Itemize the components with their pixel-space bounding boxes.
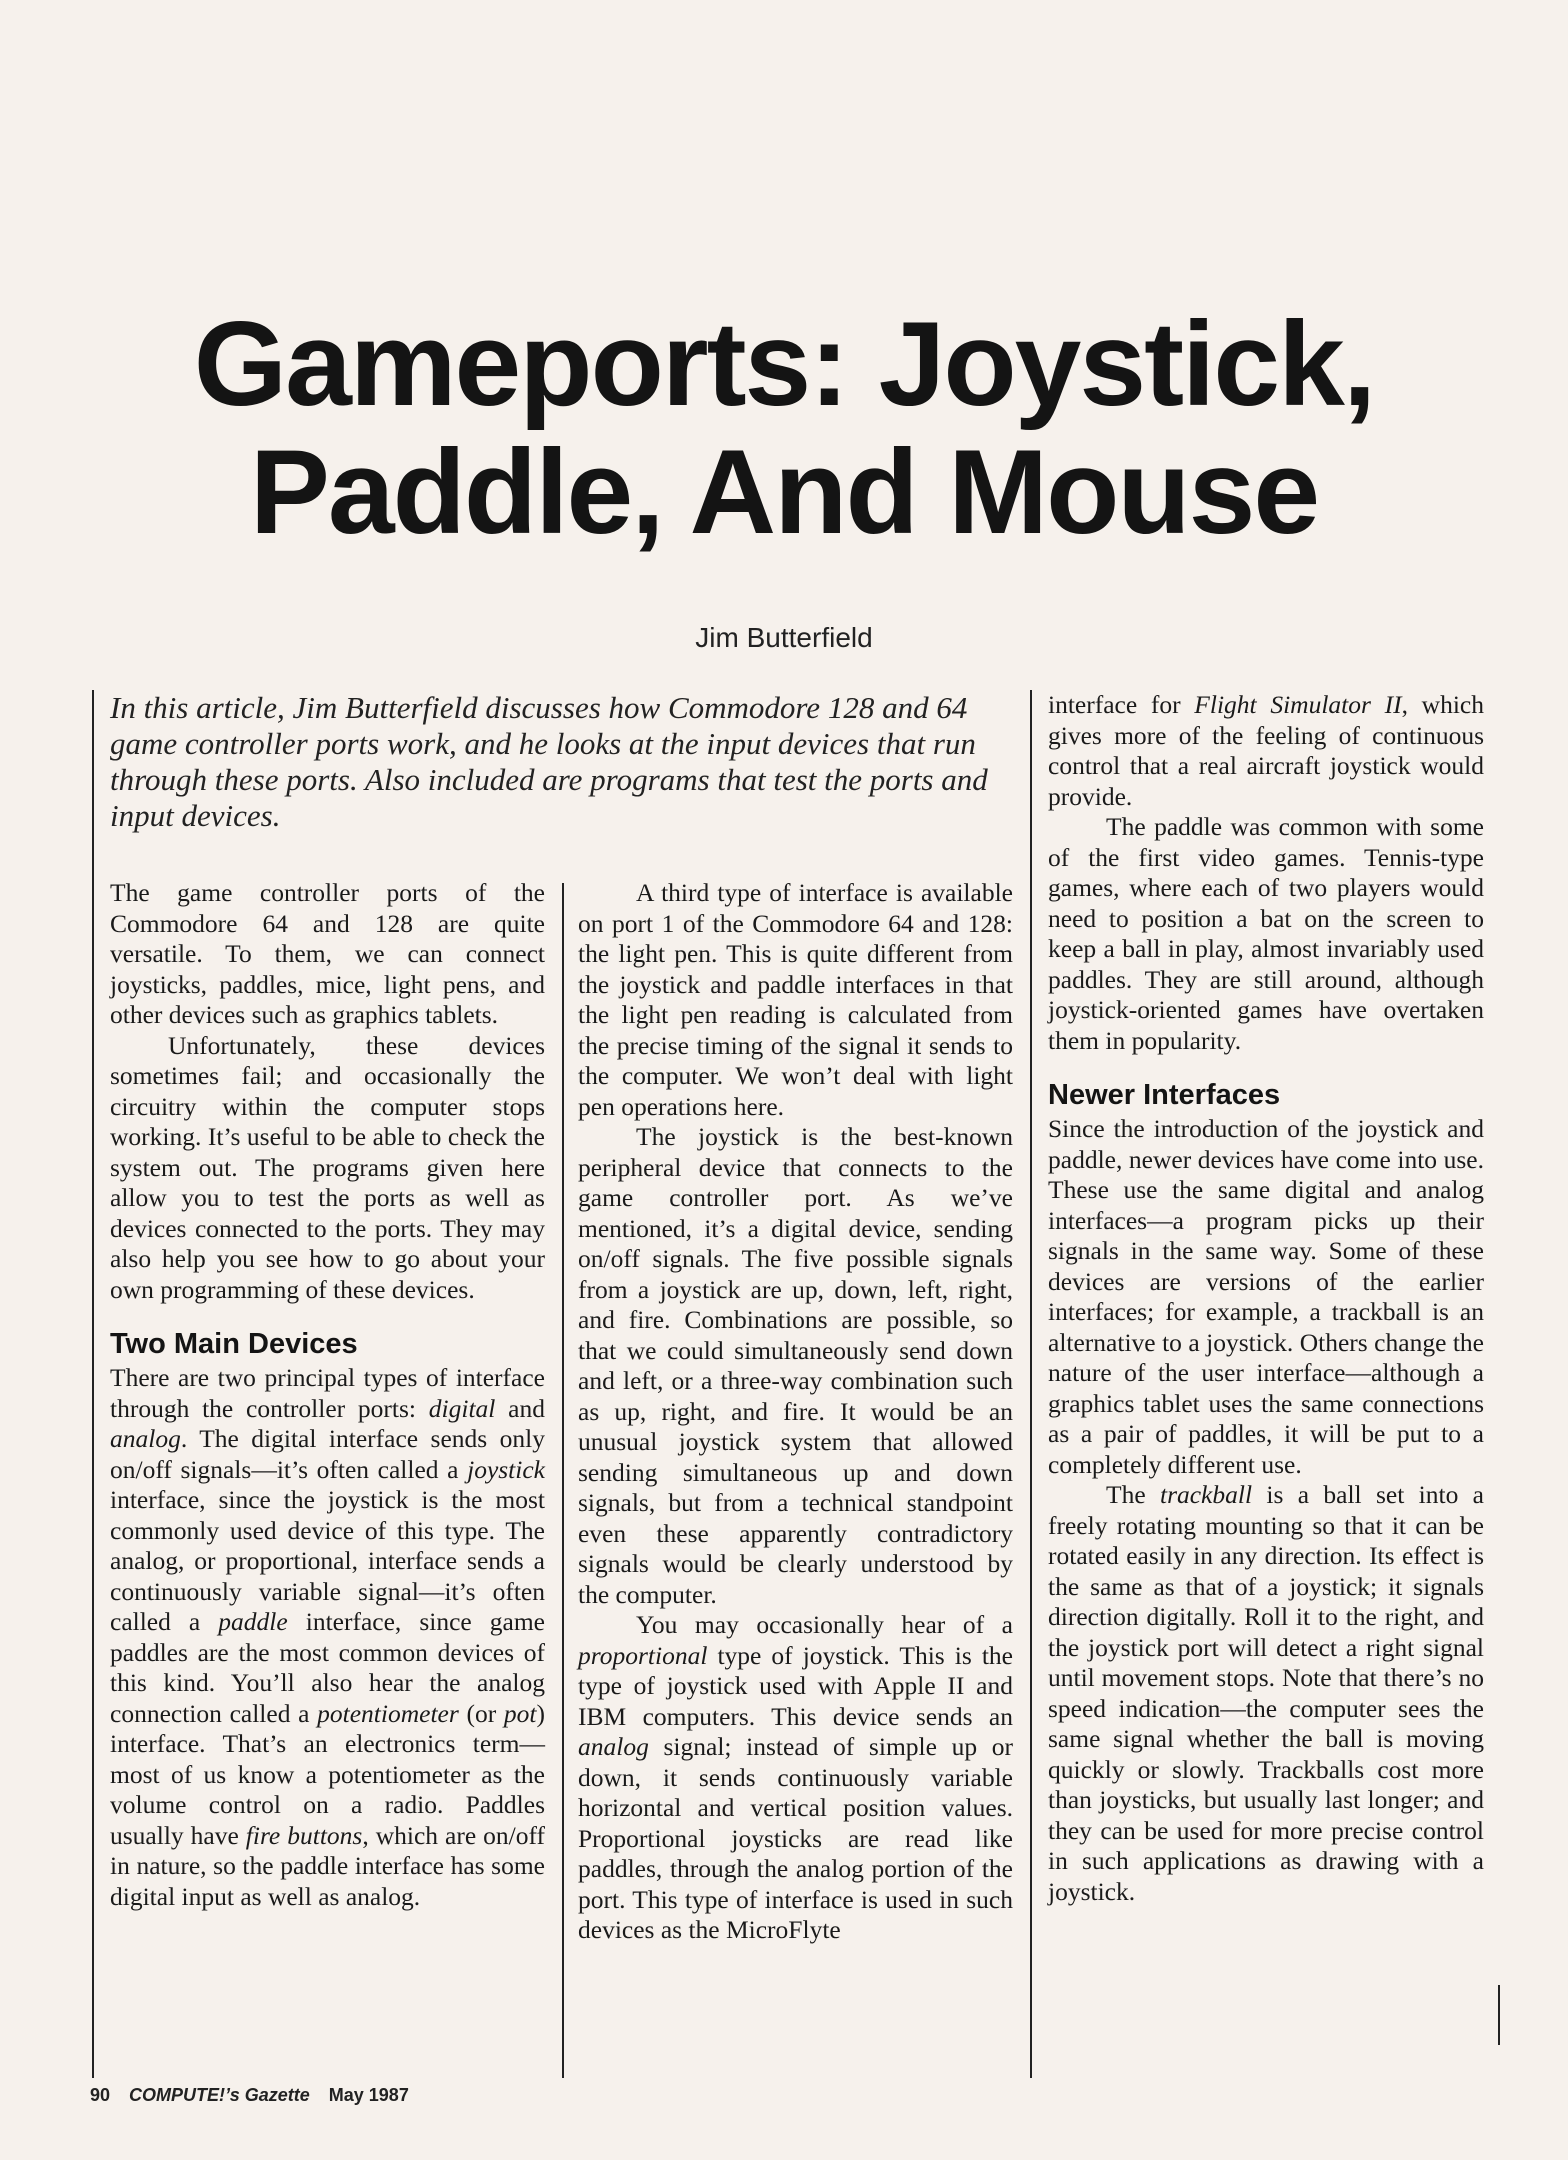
issue-date: May 1987 bbox=[328, 2085, 409, 2105]
col3-paragraph-0: interface for Flight Simulator II, which gives more of the feeling of continuous control that a real aircraft joystick would provide. bbox=[1048, 690, 1484, 811]
page-footer bbox=[90, 2085, 423, 2106]
article-title bbox=[0, 297, 1568, 559]
col1-paragraph-2: Unfortunately, these devices sometimes fail; and occasionally the circuitry within the computer stops working. It’s useful to be able to check the system out. The programs given here allow you to test the ports as well as devices connected to the ports. They may also help you see how to go about your own programming of these devices. bbox=[110, 1030, 545, 1304]
column-2 bbox=[578, 878, 1013, 1946]
title-line-1: Gameports: Joystick, bbox=[193, 297, 1375, 431]
rule-col2-col3 bbox=[1030, 690, 1032, 2078]
col1-paragraph-1: The game controller ports of the Commodore 64 and 128 are quite versatile. To them, we can connect joysticks, paddles, mice, light pens, and other devices such as graphics tablets. bbox=[110, 878, 545, 1029]
column-3 bbox=[1048, 690, 1484, 1907]
rule-col1-col2 bbox=[562, 883, 564, 2078]
title-line-2: Paddle, And Mouse bbox=[249, 425, 1319, 559]
col3-paragraph-3: The trackball is a ball set into a freely rotating mounting so that it can be rotated easily in any direction. Its effect is the same as that of a joystick; it signals direction digitally. Roll it to the right, and the joystick port will detect a right signal until movement stops. Note that there’s no speed indication—the computer sees the same signal whether the ball is moving quickly or slowly. Trackballs cost more than joysticks, but usually last longer; and they can be used for more precise control in such applications as drawing with a joystick. bbox=[1048, 1480, 1484, 1906]
col2-paragraph-3: You may occasionally hear of a proportional type of joystick. This is the type of joystick used with Apple II and IBM computers. This device sends an analog signal; instead of simple up or down, it sends continuously variable horizontal and vertical position values. Proportional joysticks are read like paddles, through the analog portion of the port. This type of interface is used in such devices as the MicroFlyte bbox=[578, 1610, 1013, 1944]
col3-paragraph-1: The paddle was common with some of the first video games. Tennis-type games, where each of two players would need to position a bat on the screen to keep a ball in play, almost invariably used paddles. They are still around, although joystick-oriented games have overtaken them in popularity. bbox=[1048, 812, 1484, 1055]
col2-paragraph-2: The joystick is the best-known peripheral device that connects to the game controller port. As we’ve mentioned, it’s a digital device, sending on/off signals. The five possible signals from a joystick are up, down, left, right, and fire. Combinations are possible, so that we could simultaneously send down and left, or a three-way combination such as up, right, and fire. It would be an unusual joystick system that allowed sending simultaneous up and down signals, but from a technical standpoint even these apparently contradictory signals would be clearly understood by the computer. bbox=[578, 1122, 1013, 1609]
column-1 bbox=[110, 878, 545, 1912]
col3-paragraph-2: Since the introduction of the joystick and paddle, newer devices have come into use. These use the same digital and analog interfaces—a program picks up their signals in the same way. Some of these devices are versions of the earlier interfaces; for example, a trackball is an alternative to a joystick. Others change the nature of the user interface—although a graphics tablet uses the same connections as a pair of paddles, it will be put to a completely different use. bbox=[1048, 1114, 1484, 1479]
publication-name: COMPUTE!’s Gazette bbox=[129, 2085, 310, 2105]
section-heading-newer-interfaces: Newer Interfaces bbox=[1048, 1079, 1281, 1111]
article-deck: In this article, Jim Butterfield discusses how Commodore 128 and 64 game controller ports work, and he looks at the input devices that run through these ports. Also included are programs that test the ports and input devices. bbox=[110, 690, 988, 833]
section-heading-two-main-devices: Two Main Devices bbox=[110, 1328, 358, 1360]
author-byline: Jim Butterfield bbox=[695, 622, 873, 653]
page-number: 90 bbox=[90, 2085, 111, 2105]
rule-left-deck bbox=[92, 690, 94, 2078]
col2-paragraph-1: A third type of interface is available on port 1 of the Commodore 64 and 128: the light pen. This is quite different from the joystick and paddle interfaces in that the light pen reading is calculated from the precise timing of the signal it sends to the computer. We won’t deal with light pen operations here. bbox=[578, 878, 1013, 1121]
rule-right bbox=[1498, 1985, 1500, 2045]
col1-paragraph-3: There are two principal types of interface through the controller ports: digital and analog. The digital interface sends only on/off signals—it’s often called a joystick interface, since the joystick is the most commonly used device of this type. The analog, or proportional, interface sends a continuously variable signal—it’s often called a paddle interface, since game paddles are the most common devices of this kind. You’ll also hear the analog connection called a potentiometer (or pot) interface. That’s an electronics term—most of us know a potentiometer as the volume control on a radio. Paddles usually have fire buttons, which are on/off in nature, so the paddle interface has some digital input as well as analog. bbox=[110, 1363, 545, 1911]
